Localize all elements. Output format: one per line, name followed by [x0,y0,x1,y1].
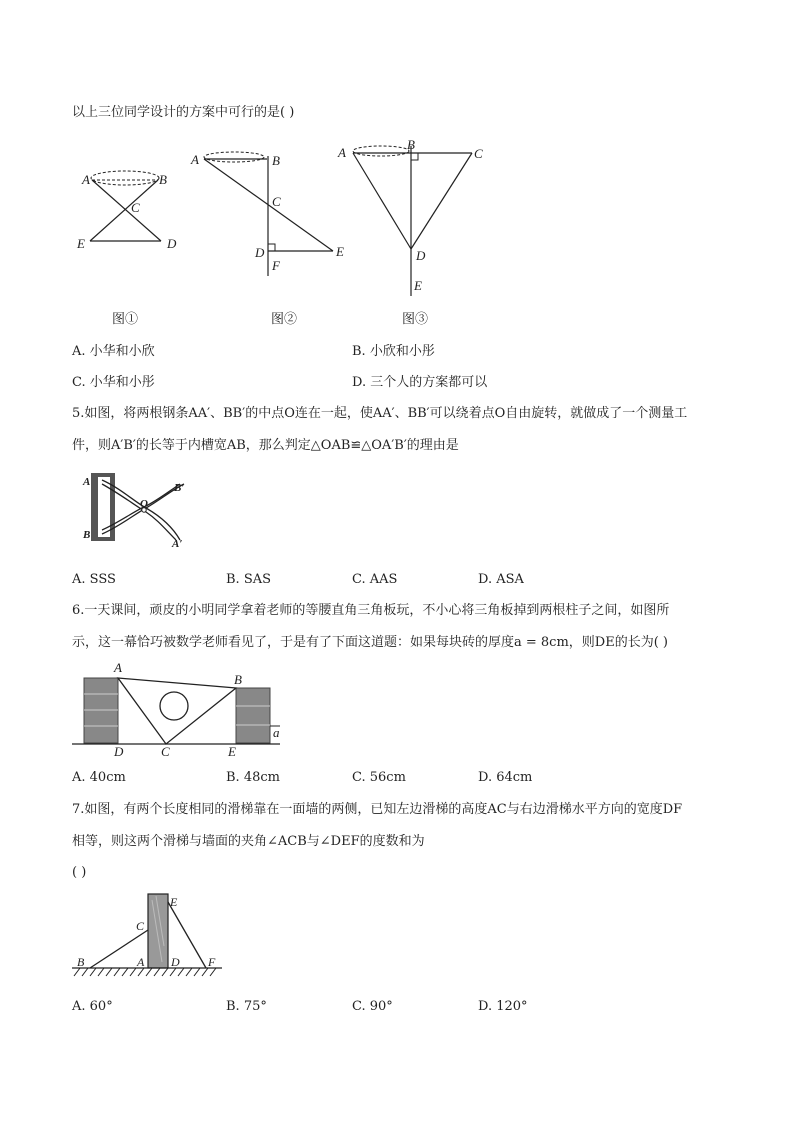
q5-option-b[interactable]: B. SAS [226,572,272,587]
fig1-label-e: E [77,236,85,251]
fig3-label-a: A [338,145,346,160]
q5-label-a: A [83,476,91,488]
fig2-label-e: E [336,244,344,259]
fig1-label-d: D [167,236,177,251]
q7-label-e: E [170,895,178,909]
fig1-label-a: A [82,172,90,187]
q6-figure [72,660,292,760]
q5-label-b: B [83,529,91,541]
q6-label-c: C [161,744,170,759]
q5-option-c[interactable]: C. AAS [352,572,398,587]
caption-figure-3: 图③ [402,312,429,327]
q4-figure-1 [78,156,188,256]
fig3-label-c: C [474,146,483,161]
fig3-label-b: B [407,137,415,152]
q7-label-b: B [77,955,85,969]
fig2-label-a: A [191,152,199,167]
q5-stem-line-1: 5.如图，将两根钢条AA′、BB′的中点O连在一起，使AA′、BB′可以绕着点O自由旋转，就做成了一个测量工 [72,406,688,421]
fig2-label-d: D [255,245,265,260]
q4-option-d[interactable]: D. 三个人的方案都可以 [352,375,488,390]
q6-label-d: D [114,744,124,759]
q5-label-o: O [140,498,148,510]
fig2-label-f: F [272,258,280,273]
q6-label-e: E [228,744,236,759]
q6-label-a: A [114,660,122,675]
q6-option-a[interactable]: A. 40cm [72,770,126,785]
q7-label-f: F [208,955,216,969]
q4-option-a[interactable]: A. 小华和小欣 [72,344,155,359]
q4-figure-3 [334,136,494,296]
q6-stem-line-2: 示，这一幕恰巧被数学老师看见了，于是有了下面这道题：如果每块砖的厚度a = 8cm，则DE的长为( ) [72,635,668,650]
q5-option-a[interactable]: A. SSS [72,572,116,587]
q6-option-c[interactable]: C. 56cm [352,770,406,785]
fig3-label-e: E [414,278,422,293]
q5-stem-line-2: 件，则A′B′的长等于内槽宽AB，那么判定△OAB≌△OA′B′的理由是 [72,438,459,453]
q5-figure [80,468,198,548]
q4-option-c[interactable]: C. 小华和小彤 [72,375,155,390]
q7-label-d: D [171,955,180,969]
q7-label-c: C [136,919,145,933]
fig1-label-b: B [159,172,167,187]
fig1-label-c: C [131,200,140,215]
q7-stem-line-3: ( ) [72,865,87,880]
q4-option-b[interactable]: B. 小欣和小彤 [352,344,435,359]
q7-stem-line-1: 7.如图，有两个长度相同的滑梯靠在一面墙的两侧，已知左边滑梯的高度AC与右边滑梯水平方向的宽度DF [72,802,683,817]
q7-option-d[interactable]: D. 120° [478,999,528,1014]
q6-option-d[interactable]: D. 64cm [478,770,533,785]
fig2-label-b: B [272,153,280,168]
fig3-label-d: D [416,248,426,263]
q6-label-a-thickness: a [273,725,280,740]
q7-option-a[interactable]: A. 60° [72,999,113,1014]
q5-option-d[interactable]: D. ASA [478,572,524,587]
q7-option-b[interactable]: B. 75° [226,999,267,1014]
q6-stem-line-1: 6.一天课间，顽皮的小明同学拿着老师的等腰直角三角板玩，不小心将三角板掉到两根柱子之间，如图所 [72,603,670,618]
q5-label-a-prime: A′ [172,538,183,550]
q6-label-b: B [234,672,242,687]
q5-label-b-prime: B′ [174,482,185,494]
q7-figure [72,890,232,982]
q4-figure-2 [186,146,354,276]
caption-figure-1: 图① [112,312,139,327]
q7-option-c[interactable]: C. 90° [352,999,393,1014]
caption-figure-2: 图② [271,312,298,327]
q4-stem: 以上三位同学设计的方案中可行的是( ) [72,105,295,120]
fig2-label-c: C [272,194,281,209]
q7-label-a: A [137,955,145,969]
q7-stem-line-2: 相等，则这两个滑梯与墙面的夹角∠ACB与∠DEF的度数和为 [72,834,425,849]
q6-option-b[interactable]: B. 48cm [226,770,280,785]
